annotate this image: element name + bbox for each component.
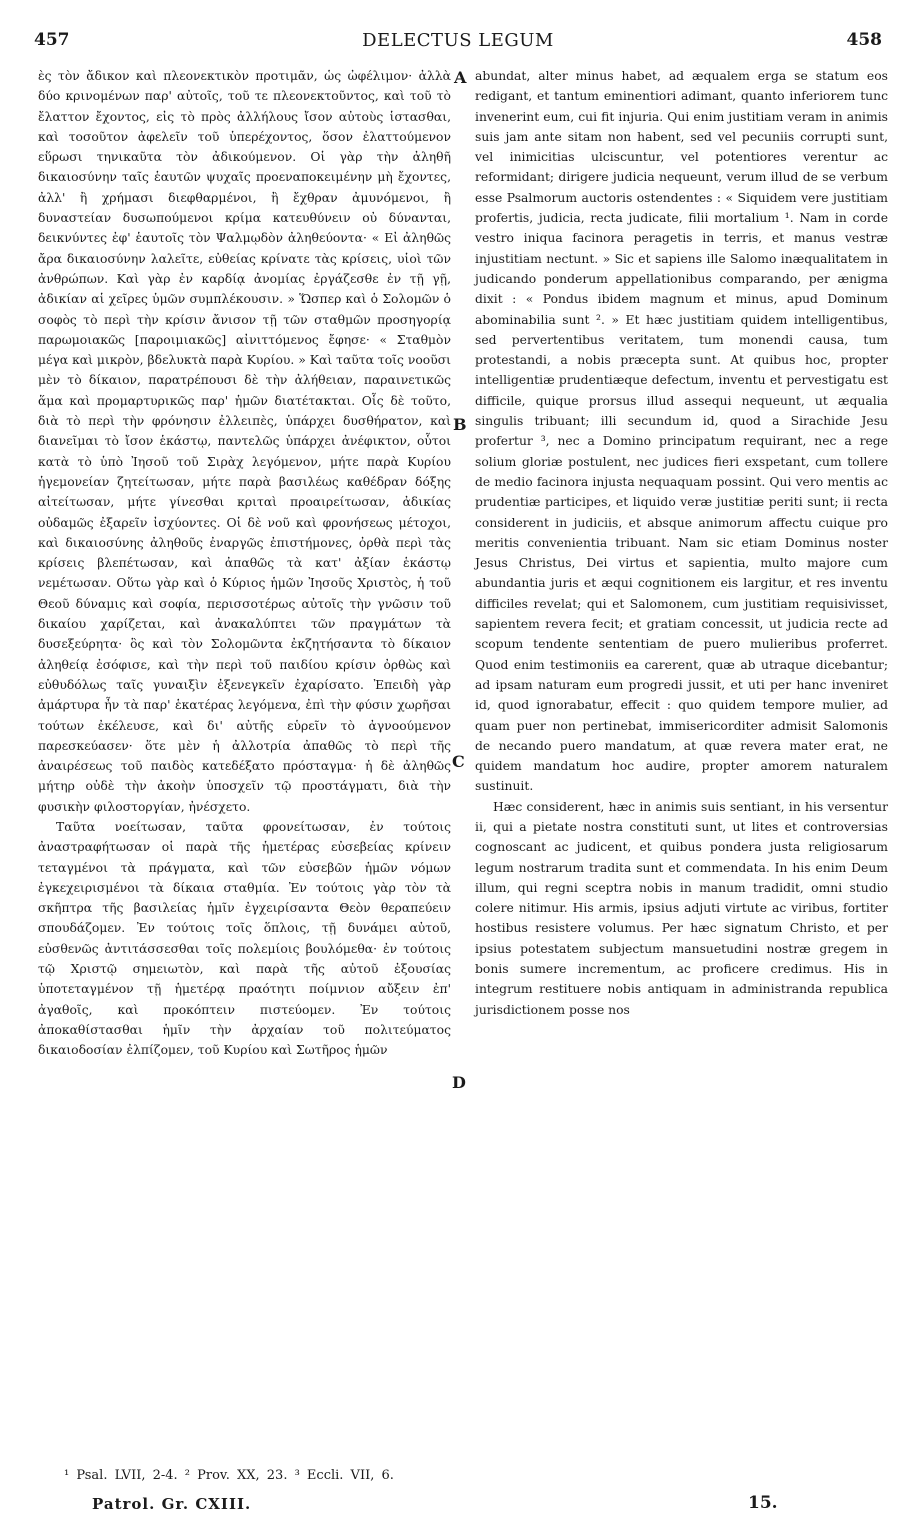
page-number-right: 458 xyxy=(846,30,882,50)
margin-marker-b: B xyxy=(453,415,467,434)
footnotes: ¹ Psal. LVII, 2-4. ² Prov. XX, 23. ³ Eccli. VII, 6. xyxy=(64,1468,394,1483)
latin-column xyxy=(475,66,888,1020)
greek-paragraph: Ταῦτα νοείτωσαν, ταῦτα φρονείτωσαν, ἐν τούτοις ἀναστραφήτωσαν οἱ παρὰ τῆς ἡμετέρας εὐσεβείας κρίνειν τεταγμένοι τὰ πράγματα, καὶ τῶν εὐσεβῶν ἡμῶν νόμων ἐγκεχειρισμένοι τὰ δίκαια σταθμία. Ἐν τούτοις γὰρ τὸν τὰ σκῆπτρα τῆς βασιλείας ἡμῖν ἐγχειρίσαντα Θεὸν θεραπεύειν σπουδάζομεν. Ἐν τούτοις τοῖς ὅπλοις, τῇ δυνάμει αὐτοῦ, εὐσθενῶς ἀντιτάσσεσθαι τοῖς πολεμίοις βουλόμεθα· ἐν τούτοις τῷ Χριστῷ σημειωτὸν, καὶ παρὰ τῆς αὐτοῦ ἐξουσίας ὑποτεταγμένον τῇ ἡμετέρᾳ πραότητι ποίμνιον αὔξειν ἐπ' ἀγαθοῖς, καὶ προκόπτειν πιστεύομεν. Ἐν τούτοις ἀποκαθίστασθαι ἡμῖν τὴν ἀρχαίαν τοῦ πολιτεύματος δικαιοδοσίαν ἐλπίζομεν, τοῦ Κυρίου καὶ Σωτῆρος ἡμῶν xyxy=(38,819,451,1058)
margin-marker-c: C xyxy=(452,752,465,771)
greek-column xyxy=(38,66,451,1061)
page-number-left: 457 xyxy=(34,30,70,50)
latin-paragraph: abundat, alter minus habet, ad æqualem erga se statum eos redigant, et tantum eminentiori adimant, quanto inferiorem tunc invenerint eum, cui fit injuria. Qui enim justitiam veram in animis suis jam ante sitam non habent, sed vel pecuniis corrupti sunt, vel inimicitias ulciscuntur, vel potentiores verentur ac reformidant; dirigere judicia nequeunt, verum illud de se verbum esse Psalmorum auctoris ostendentes : « Siquidem vere justitiam profertis, judicia, recta judicate, filii mortalium ¹. Nam in corde vestro iniqua facinora peragetis in terris, et manus vestræ injustitiam nectunt. » Sic et sapiens ille Salomo inæqualitatem in judicando ponderum appellationibus comparando, per ænigma dixit : « Pondus ibidem magnum et minus, apud Dominum abominabilia sunt ². » Et hæc justitiam quidem intelligentibus, sed pervertentibus veritatem, tum monendi causa, tum protestandi, a nobis præcepta sunt. At quibus hoc, propter intelligentiæ prudentiæque defectum, inventu et pervestigatu est difficile, quique prorsus illud assequi nequeunt, ut æqualia singulis tribuant; illi secundum id, quod a Sirachide Jesu profertur ³, nec a Domino principatum requirant, nec a rege solium gloriæ postulent, nec judices fieri exspetant, cum tollere de medio facinora injusta nequaquam possint. Qui vero mentis ac prudentiæ participes, et liquido veræ justitiæ periti sunt; ii recta considerent in judiciis, et absque animorum affectu cuique pro meritis convenientia tribuant. Nam sic etiam Dominus noster Jesus Christus, Dei virtus et sapientia, multo majore cum abundantia juris et æqui cognitionem eis largitur, et res inventu difficiles revelat; qui et Salomonem, cum justitiam requisivisset, sapientem revera fecit; et gratiam concessit, ut judicia recte ad scopum tendente sententiam de puero mulieribus proferret. Quod enim testimoniis ea carerent, quæ ab utraque dicebantur; ad ipsam naturam eum progredi jussit, et uti per hanc inveniret id, quod ignorabatur, effecit : quo quidem tempore mulier, ad quam puer non pertinebat, immisericorditer admisit Salomonis de necando puero mandatum, at quæ revera mater erat, ne quidem mandatum hoc audire, propter amorem naturalem sustinuit. xyxy=(475,69,888,794)
signature-mark: Patrol. Gr. CXIII. xyxy=(92,1495,252,1513)
signature-number: 15. xyxy=(748,1493,778,1513)
margin-marker-d: D xyxy=(452,1073,466,1092)
latin-paragraph: Hæc considerent, hæc in animis suis sentiant, in his versentur ii, qui a pietate nostra constituti sunt, ut lites et controversias cognoscant ac judicent, et quibus pondera justa religiosarum legum nostrarum tradita sunt et commendata. In his enim Deum illum, qui regni sceptra nobis in manum tradidit, omni studio colere nitimur. His armis, ipsius adjuti virtute ac viribus, fortiter hostibus resistere volumus. Per hæc signatum Christo, et per ipsius potestatem subjectum mansuetudini nostræ gregem in bonis sumere incrementum, ac proficere credimus. His in integrum restituere nobis antiquam in administranda republica jurisdictionem posse nos xyxy=(475,799,888,1017)
margin-marker-a: A xyxy=(454,68,467,87)
greek-paragraph: ὲς τὸν ἄδικον καὶ πλεονεκτικὸν προτιμᾶν, ὡς ὠφέλιμον· ἀλλὰ δύο κρινομένων παρ' αὐτοῖς, τοῦ τε πλεονεκτοῦντος, καὶ τοῦ τὸ ἔλαττον ἔχοντος, εἰς τὸ πρὸς ἀλλήλους ἴσον αὐτοὺς ἱστασθαι, καὶ τοσοῦτον ἀφελεῖν τοῦ ὑπερέχοντος, ὅσον ἐλαττούμενον εὕρωσι τηνικαῦτα τὸν ἀδικούμενον. Οἱ γὰρ τὴν ἀληθῆ δικαιοσύνην ταῖς ἑαυτῶν ψυχαῖς προεναποκειμένην μὴ ἔχοντες, ἀλλ' ἢ χρήμασι διεφθαρμένοι, ἢ ἔχθραν ἀμυνόμενοι, ἢ δυναστείαν δυσωπούμενοι κρίμα κατευθύνειν οὐ δύνανται, δεικνύντες ἐφ' ἑαυτοῖς τὸν Ψαλμῳδὸν ἀληθεύοντα· « Εἰ ἀληθῶς ἄρα δικαιοσύνην λαλεῖτε, εὐθείας κρίνατε τὰς κρίσεις, υἱοὶ τῶν ἀνθρώπων. Καὶ γὰρ ἐν καρδίᾳ ἀνομίας ἐργάζεσθε ἐν τῇ γῇ, ἀδικίαν αἱ χεῖρες ὑμῶν συμπλέκουσιν. » Ὥσπερ καὶ ὁ Σολομῶν ὁ σοφὸς τὸ περὶ τὴν κρίσιν ἄνισον τῇ τῶν σταθμῶν προσηγορίᾳ παρωμοιακῶς [παροιμιακῶς] αἰνιττόμενος ἔφησε· « Σταθμὸν μέγα καὶ μικρὸν, βδελυκτὰ παρὰ Κυρίου. » Καὶ ταῦτα τοῖς νοοῦσι μὲν τὸ δίκαιον, παρατρέπουσι δὲ τὴν ἀλήθειαν, παραινετικῶς ἅμα καὶ προμαρτυρικῶς παρ' ἡμῶν διατέτακται. Οἷς δὲ τοῦτο, διὰ τὸ περὶ τὴν φρόνησιν ἐλλειπὲς, ὑπάρχει δυσθήρατον, καὶ διανεῖμαι τὸ ἴσον ἑκάστῳ, παντελῶς ὑπάρχει ἀνέφικτον, οὗτοι κατὰ τὸ ὑπὸ Ἰησοῦ τοῦ Σιρὰχ λεγόμενον, μήτε παρὰ Κυρίου ἡγεμονείαν ζητείτωσαν, μήτε παρὰ βασιλέως καθέδραν δόξης αἰτείτωσαν, μήτε γίνεσθαι κριταὶ προαιρείτωσαν, ἀδικίας οὐδαμῶς ἐξαρεῖν ἰσχύοντες. Οἱ δὲ νοῦ καὶ φρονήσεως μέτοχοι, καὶ δικαιοσύνης ἀληθοῦς ἐναργῶς ἐπιστήμονες, ὀρθὰ περὶ τὰς κρίσεις βλεπέτωσαν, καὶ ἀπαθῶς τὰ κατ' ἀξίαν ἑκάστῳ νεμέτωσαν. Οὕτω γὰρ καὶ ὁ Κύριος ἡμῶν Ἰησοῦς Χριστὸς, ἡ τοῦ Θεοῦ δύναμις καὶ σοφία, περισσοτέρως αὐτοῖς τὴν γνῶσιν τοῦ δικαίου χαρίζεται, καὶ ἀνακαλύπτει τῶν πραγμάτων τὰ δυσεξεύρητα· ὃς καὶ τὸν Σολομῶντα ἐκζητήσαντα τὸ δίκαιον ἀληθείᾳ ἐσόφισε, καὶ τὴν περὶ τοῦ παιδίου κρίσιν ὀρθὼς καὶ εὐθυδόλως ταῖς γυναιξὶν ἐξενεγκεῖν ἐχαρίσατο. Ἐπειδὴ γὰρ ἀμάρτυρα ἦν τὰ παρ' ἑκατέρας λεγόμενα, ἐπὶ τὴν φύσιν χωρῆσαι τούτων ἐκέλευσε, καὶ δι' αὐτῆς εὑρεῖν τὸ ἀγνοούμενον παρεσκεύασεν· ὅτε μὲν ἡ ἀλλοτρία ἀπαθῶς τὸ περὶ τῆς ἀναιρέσεως τοῦ παιδὸς κατεδέξατο πρόσταγμα· ἡ δὲ ἀληθῶς μήτηρ οὐδὲ τὴν ἀκοὴν ὑποσχεῖν τῷ προστάγματι, διὰ τὴν φυσικὴν φιλοστοργίαν, ἠνέσχετο. xyxy=(38,69,451,814)
running-title: DELECTUS LEGUM xyxy=(362,30,554,51)
